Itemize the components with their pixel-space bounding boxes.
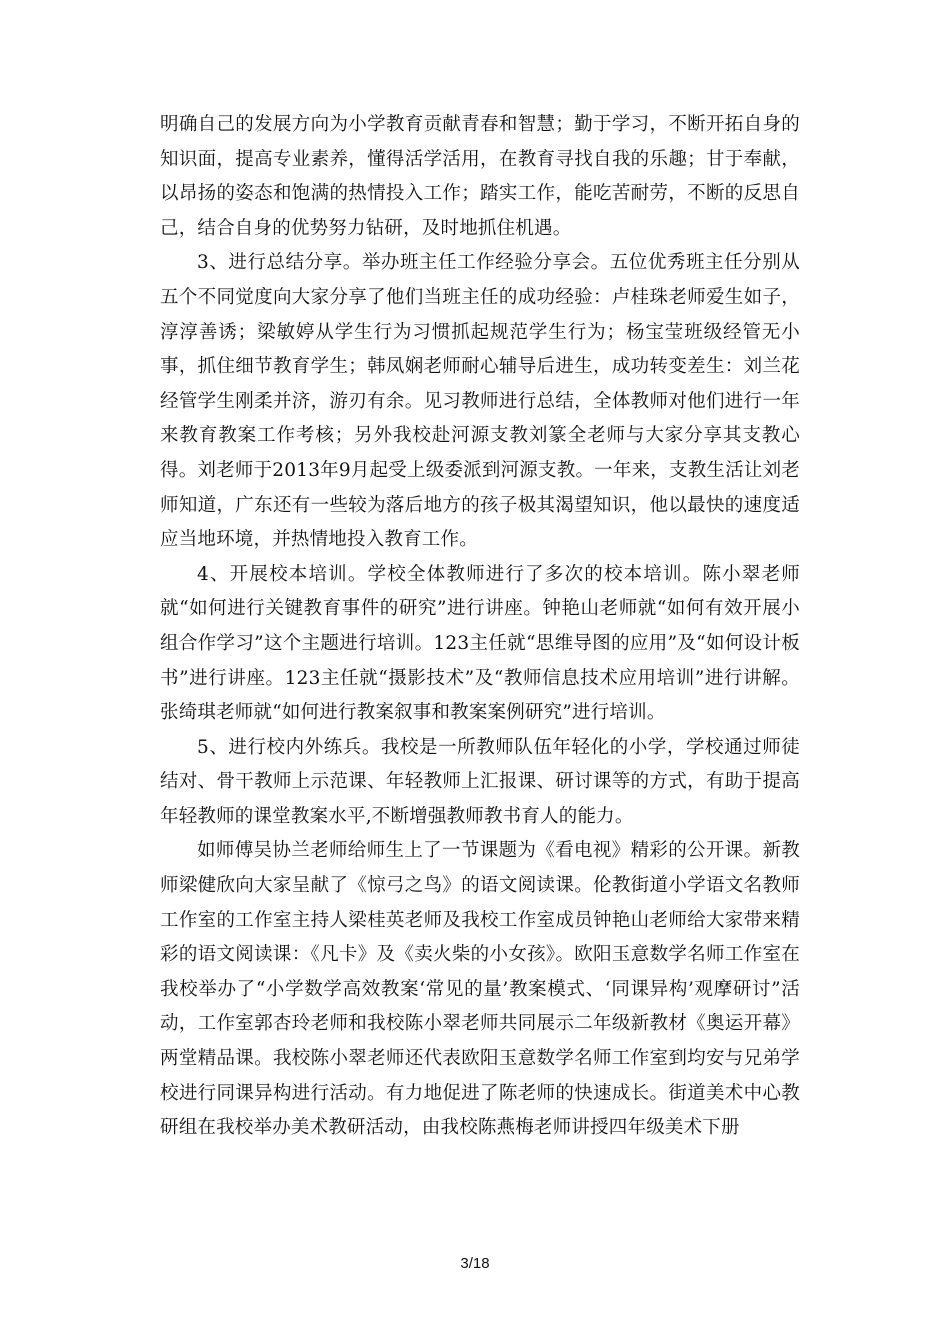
document-body bbox=[160, 108, 800, 1146]
paragraph-open-classes: 如师傅吴协兰老师给师生上了一节课题为《看电视》精彩的公开课。新教师梁健欣向大家呈献了《惊弓之鸟》的语文阅读课。伦教街道小学语文名教师工作室的工作室主持人梁桂英老师及我校工作室成员钟艳山老师给大家带来精彩的语文阅读课：《凡卡》及《卖火柴的小女孩》。欧阳玉意数学名师工作室在我校举办了“小学数学高效教案‘常见的量’教案模式、‘同课异构’观摩研讨”活动，工作室郭杏玲老师和我校陈小翠老师共同展示二年级新教材《奥运开幕》两堂精品课。我校陈小翠老师还代表欧阳玉意数学名师工作室到均安与兄弟学校进行同课异构进行活动。有力地促进了陈老师的快速成长。街道美术中心教研组在我校举办美术教研活动，由我校陈燕梅老师讲授四年级美术下册 bbox=[160, 840, 800, 1139]
paragraph-school-training: 4、开展校本培训。学校全体教师进行了多次的校本培训。陈小翠老师就“如何进行关键教育事件的研究”进行讲座。钟艳山老师就“如何有效开展小组合作学习”这个主题进行培训。123主任就“思维导图的应用”及“如何设计板书”进行讲座。123主任就“摄影技术”及“教师信息技术应用培训”进行讲解。张绮琪老师就“如何进行教案叙事和教案案例研究”进行培训。 bbox=[160, 563, 800, 724]
paragraph-summary-sharing: 3、进行总结分享。举办班主任工作经验分享会。五位优秀班主任分别从五个不同觉度向大家分享了他们当班主任的成功经验：卢桂珠老师爱生如子，淳淳善诱；梁敏婷从学生行为习惯抓起规范学生行为；杨宝莹班级经管无小事，抓住细节教育学生；韩凤娴老师耐心辅导后进生，成功转变差生：刘兰花经管学生刚柔并济，游刃有余。见习教师进行总结，全体教师对他们进行一年来教育教案工作考核；另外我校赴河源支教刘篆全老师与大家分享其支教心得。刘老师于2013年9月起受上级委派到河源支教。一年来，支教生活让刘老师知道，广东还有一些较为落后地方的孩子极其渴望知识，他以最快的速度适应当地环境，并热情地投入教育工作。 bbox=[160, 252, 800, 551]
paragraph-teaching-practice: 5、进行校内外练兵。我校是一所教师队伍年轻化的小学，学校通过师徒结对、骨干教师上示范课、年轻教师上汇报课、研讨课等的方式，有助于提高年轻教师的课堂教案水平,不断增强教师教书育人的能力。 bbox=[160, 736, 800, 827]
page-number: 3/18 bbox=[460, 1255, 490, 1272]
paragraph-continuation: 明确自己的发展方向为小学教育贡献青春和智慧；勤于学习，不断开拓自身的知识面，提高专业素养，懂得活学活用，在教育寻找自我的乐趣；甘于奉献，以昂扬的姿态和饱满的热情投入工作；踏实工作，能吃苦耐劳，不断的反思自己，结合自身的优势努力钻研，及时地抓住机遇。 bbox=[160, 114, 800, 239]
